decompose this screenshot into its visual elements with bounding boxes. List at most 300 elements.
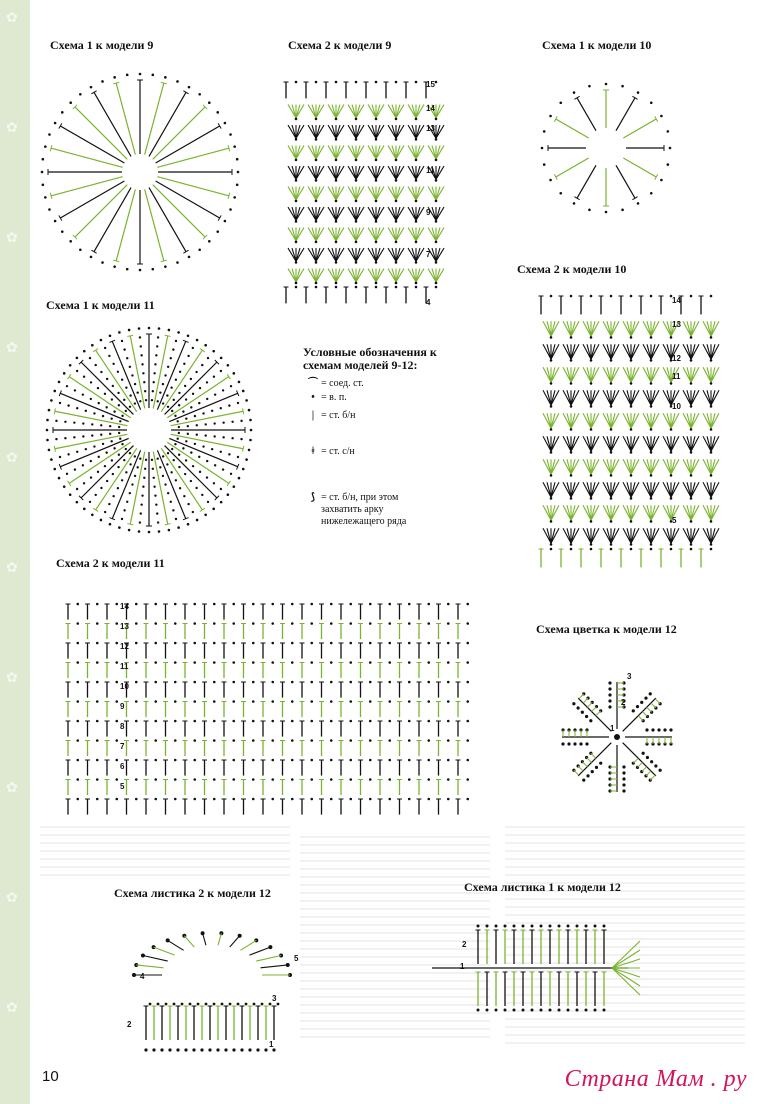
chain-stitch (610, 359, 613, 362)
chain-stitch (710, 548, 713, 551)
chain-stitch (98, 456, 100, 458)
chain-stitch (245, 458, 248, 461)
chain-stitch (605, 211, 608, 214)
chain-stitch (264, 1048, 267, 1051)
chain-stitch (121, 379, 123, 381)
chain-stitch (572, 702, 575, 705)
chain-stitch (46, 419, 49, 422)
fan-stitch (408, 166, 416, 179)
chain-stitch (375, 241, 378, 244)
row-number-label: 12 (120, 642, 129, 651)
fan-stitch (296, 269, 304, 282)
chain-stitch (232, 778, 235, 781)
fan-stitch (288, 125, 296, 138)
fan-stitch (288, 228, 296, 241)
chain-stitch (76, 451, 78, 453)
chain-stitch (82, 464, 84, 466)
radial-stitch (60, 438, 128, 466)
chain-stitch (76, 778, 79, 781)
chain-stitch (42, 158, 45, 161)
chain-stitch (135, 778, 138, 781)
radial-stitch (556, 158, 589, 177)
chain-stitch (121, 479, 123, 481)
chain-stitch (208, 101, 211, 104)
chain-stitch (291, 739, 294, 742)
chain-stitch (90, 460, 92, 462)
fan-stitch (328, 269, 336, 282)
chain-stitch (96, 778, 99, 781)
fan-stitch (571, 321, 579, 336)
chain-stitch (291, 700, 294, 703)
chain-stitch (194, 443, 196, 445)
fan-stitch (376, 125, 384, 138)
chain-stitch (177, 526, 180, 529)
fan-stitch (416, 187, 424, 200)
chain-stitch (139, 458, 141, 460)
arc-stitch (203, 933, 206, 945)
chain-stitch (213, 482, 215, 484)
chain-stitch (205, 434, 207, 436)
chain-stitch (375, 159, 378, 162)
fan-stitch (663, 413, 671, 428)
fan-stitch (671, 413, 679, 428)
row-number-label: 13 (672, 320, 681, 329)
chain-stitch (90, 381, 92, 383)
chain-stitch (657, 728, 660, 731)
fan-stitch (583, 505, 591, 520)
chain-stitch (113, 410, 115, 412)
fan-stitch (328, 207, 336, 220)
chain-stitch (427, 700, 430, 703)
fan-stitch (388, 105, 396, 118)
radial-stitch (153, 452, 167, 525)
chain-stitch (590, 451, 593, 454)
fan-stitch (611, 413, 619, 428)
chain-stitch (59, 402, 61, 404)
chain-stitch (216, 111, 219, 114)
chain-stitch (369, 661, 372, 664)
fan-stitch (623, 367, 631, 382)
fan-stitch (388, 146, 396, 159)
chain-stitch (248, 449, 251, 452)
chain-stitch (388, 603, 391, 606)
chain-stitch (173, 1003, 176, 1006)
title-leaf2-model12: Схема листика 2 к модели 12 (114, 886, 271, 900)
fan-stitch (703, 321, 711, 336)
radial-stitch (96, 448, 137, 510)
chain-stitch (213, 661, 216, 664)
chain-stitch (220, 370, 222, 372)
chain-stitch (295, 179, 298, 182)
flower-ornament-icon: ✿ (6, 561, 18, 576)
fan-stitch (683, 459, 691, 474)
chain-stitch (206, 460, 208, 462)
diagram-scheme1-model9 (41, 73, 240, 272)
chain-stitch (576, 925, 579, 928)
chain-stitch (349, 759, 352, 762)
chain-stitch (182, 410, 184, 412)
chain-stitch (375, 282, 378, 285)
fan-stitch (711, 482, 719, 497)
chain-stitch (447, 798, 450, 801)
chain-stitch (185, 398, 187, 400)
chain-stitch (90, 398, 92, 400)
chain-stitch (228, 404, 230, 406)
fan-stitch (348, 166, 356, 179)
chain-stitch (690, 474, 693, 477)
diagram-scheme2-model9 (284, 81, 445, 304)
fan-stitch (396, 125, 404, 138)
chain-stitch (252, 720, 255, 723)
chain-stitch (315, 220, 318, 223)
chain-stitch (581, 711, 584, 714)
chain-stitch (269, 1003, 272, 1006)
chain-stitch (622, 765, 625, 768)
chain-stitch (573, 202, 576, 205)
diagram-flower-model12 (561, 681, 672, 792)
chain-stitch (650, 520, 653, 523)
fan-stitch (571, 505, 579, 520)
chain-stitch (435, 138, 438, 141)
chain-stitch (83, 508, 86, 511)
chain-stitch (621, 85, 624, 88)
chain-stitch (112, 473, 114, 475)
chain-stitch (172, 509, 174, 511)
chain-stitch (388, 739, 391, 742)
chain-stitch (151, 399, 153, 401)
chain-stitch (427, 720, 430, 723)
chain-stitch (76, 603, 79, 606)
chain-stitch (654, 764, 657, 767)
fan-stitch (296, 207, 304, 220)
chain-stitch (214, 464, 216, 466)
fan-stitch (583, 390, 591, 405)
chain-stitch (395, 282, 398, 285)
fan-stitch (643, 436, 651, 451)
chain-stitch (550, 405, 553, 408)
chain-stitch (585, 1009, 588, 1012)
fan-stitch (296, 166, 304, 179)
chain-stitch (690, 359, 693, 362)
radial-stitch-cap (127, 524, 133, 525)
chain-stitch (213, 778, 216, 781)
flower-ornament-icon: ✿ (6, 781, 18, 796)
chain-stitch (76, 759, 79, 762)
fan-stitch (643, 413, 651, 428)
chain-stitch (710, 295, 713, 298)
chain-stitch (154, 622, 157, 625)
chain-stitch (156, 345, 158, 347)
chain-stitch (139, 336, 141, 338)
row-number-label: 15 (426, 80, 435, 89)
chain-stitch (175, 479, 177, 481)
chain-stitch (119, 420, 121, 422)
chain-stitch (48, 208, 51, 211)
chain-stitch (570, 497, 573, 500)
chain-stitch (185, 459, 187, 461)
chain-stitch (355, 159, 358, 162)
chain-stitch (291, 798, 294, 801)
chain-stitch (710, 359, 713, 362)
chain-stitch (610, 405, 613, 408)
fan-stitch (583, 344, 591, 359)
fan-stitch (603, 321, 611, 336)
chain-stitch (196, 519, 199, 522)
fan-stitch (571, 413, 579, 428)
chain-stitch (166, 463, 168, 465)
title-flower-model12: Схема цветка к модели 12 (536, 622, 677, 636)
fan-stitch (643, 459, 651, 474)
chain-stitch (151, 74, 154, 77)
legend-item-double-crochet: ǂ = ст. с/н (305, 446, 355, 458)
fan-stitch (368, 166, 376, 179)
radial-stitch-cap (227, 481, 230, 486)
chain-stitch (154, 739, 157, 742)
chain-stitch (134, 383, 136, 385)
chain-stitch (570, 548, 573, 551)
spike-stitch-icon: ⟆ (311, 492, 315, 503)
fan-stitch (683, 321, 691, 336)
chain-stitch (46, 439, 49, 442)
fan-stitch (376, 105, 384, 118)
chain-stitch (121, 443, 123, 445)
chain-stitch (167, 366, 169, 368)
title-scheme1-model11: Схема 1 к модели 11 (46, 298, 155, 312)
chain-stitch (154, 642, 157, 645)
fan-stitch (328, 125, 336, 138)
chain-stitch (642, 752, 645, 755)
chain-stitch (220, 407, 222, 409)
chain-stitch (349, 622, 352, 625)
chain-stitch (570, 405, 573, 408)
chain-stitch (447, 739, 450, 742)
chain-stitch (170, 471, 172, 473)
chain-stitch (310, 661, 313, 664)
chain-stitch (295, 220, 298, 223)
chain-stitch (220, 501, 223, 504)
chain-stitch (154, 700, 157, 703)
chain-stitch (388, 798, 391, 801)
chain-stitch (570, 474, 573, 477)
fan-stitch (603, 459, 611, 474)
radial-stitch (153, 107, 205, 159)
chain-stitch (115, 603, 118, 606)
fan-stitch (663, 390, 671, 405)
chain-stitch (355, 241, 358, 244)
fan-stitch (651, 482, 659, 497)
chain-stitch (240, 420, 242, 422)
chain-stitch (369, 622, 372, 625)
fan-stitch (316, 166, 324, 179)
fan-stitch (563, 413, 571, 428)
chain-stitch (659, 769, 662, 772)
chain-stitch (222, 389, 224, 391)
chain-stitch (76, 642, 79, 645)
chain-stitch (229, 1003, 232, 1006)
chain-stitch (216, 1048, 219, 1051)
chain-stitch (667, 163, 670, 166)
fan-stitch (436, 228, 444, 241)
chain-stitch (224, 122, 227, 125)
petal-stitch (655, 699, 660, 704)
chain-stitch (395, 179, 398, 182)
chain-stitch (205, 1003, 208, 1006)
chain-stitch (690, 428, 693, 431)
fan-stitch (388, 125, 396, 138)
fan-stitch (563, 505, 571, 520)
chain-stitch (155, 503, 157, 505)
chain-stitch (154, 363, 156, 365)
fan-stitch (663, 505, 671, 520)
radial-stitch (169, 393, 237, 421)
fan-stitch (368, 187, 376, 200)
chain-stitch (232, 661, 235, 664)
chain-stitch (134, 402, 136, 404)
chain-stitch (233, 372, 236, 375)
radial-stitch (157, 341, 185, 409)
row-number-label: 11 (426, 166, 435, 175)
chain-stitch (154, 798, 157, 801)
chain-stitch (233, 485, 236, 488)
chain-stitch (76, 798, 79, 801)
chain-stitch (663, 728, 666, 731)
chain-stitch (295, 159, 298, 162)
chain-stitch (435, 261, 438, 264)
chain-stitch (201, 494, 203, 496)
chain-stitch (295, 81, 298, 84)
fan-stitch (348, 207, 356, 220)
chain-stitch (408, 759, 411, 762)
row-number-label: 5 (120, 782, 125, 791)
fan-stitch (296, 248, 304, 261)
fan-stitch (316, 207, 324, 220)
chain-stitch (110, 417, 112, 419)
chain-stitch (229, 208, 232, 211)
chain-stitch (179, 371, 181, 373)
chain-stitch (139, 400, 141, 402)
chain-stitch (610, 474, 613, 477)
chain-stitch (415, 118, 418, 121)
chain-stitch (636, 705, 639, 708)
fan-stitch (711, 367, 719, 382)
chain-stitch (199, 387, 201, 389)
fan-stitch (651, 321, 659, 336)
chain-stitch (192, 1048, 195, 1051)
chain-stitch (622, 771, 625, 774)
fan-stitch (563, 459, 571, 474)
chain-stitch (100, 519, 103, 522)
chain-stitch (349, 661, 352, 664)
fan-stitch (336, 146, 344, 159)
chain-stitch (690, 382, 693, 385)
chain-stitch (271, 759, 274, 762)
fan-stitch (611, 390, 619, 405)
fan-stitch (691, 390, 699, 405)
fan-stitch (408, 125, 416, 138)
chain-stitch (369, 778, 372, 781)
chain-stitch (388, 681, 391, 684)
chain-stitch (330, 642, 333, 645)
radial-stitch (149, 188, 186, 252)
chain-stitch (123, 399, 125, 401)
chain-stitch (216, 230, 219, 233)
chain-stitch (531, 925, 534, 928)
flower-ornament-icon: ✿ (6, 121, 18, 136)
chain-stitch (630, 382, 633, 385)
chain-stitch (435, 220, 438, 223)
chain-stitch (178, 404, 180, 406)
chain-stitch (96, 681, 99, 684)
fan-stitch (388, 166, 396, 179)
chain-stitch (125, 410, 127, 412)
chain-stitch (140, 503, 142, 505)
chain-stitch (183, 495, 185, 497)
chain-stitch (126, 501, 128, 503)
fan-stitch (396, 207, 404, 220)
chain-stitch (175, 340, 177, 342)
chain-stitch (66, 385, 68, 387)
chain-stitch (408, 661, 411, 664)
chain-stitch (531, 1009, 534, 1012)
chain-stitch (369, 681, 372, 684)
chain-stitch (118, 331, 121, 334)
chain-stitch (447, 642, 450, 645)
chain-stitch (96, 759, 99, 762)
chain-stitch (44, 196, 47, 199)
chain-stitch (291, 720, 294, 723)
chain-stitch (117, 466, 119, 468)
chain-stitch (388, 759, 391, 762)
chain-stitch (213, 622, 216, 625)
fan-stitch (551, 367, 559, 382)
chain-stitch (170, 357, 172, 359)
chain-stitch (157, 521, 159, 523)
chain-stitch (504, 925, 507, 928)
chain-stitch (622, 777, 625, 780)
fan-stitch (543, 528, 551, 543)
fan-stitch (396, 228, 404, 241)
chain-stitch (415, 81, 418, 84)
chain-stitch (447, 622, 450, 625)
chain-stitch (176, 261, 179, 264)
diagram-scheme1-model11 (46, 327, 253, 534)
chain-stitch (245, 399, 248, 402)
fan-stitch (611, 528, 619, 543)
flower-ornament-icon: ✿ (6, 1001, 18, 1016)
chain-stitch (59, 456, 61, 458)
radial-stitch (75, 185, 127, 237)
radial-stitch-cap (200, 349, 205, 352)
chain-stitch (427, 642, 430, 645)
fan-stitch (376, 146, 384, 159)
fan-stitch (583, 436, 591, 451)
fan-stitch (543, 505, 551, 520)
chain-stitch (185, 417, 187, 419)
fan-stitch (388, 248, 396, 261)
row-number-label: 7 (120, 742, 125, 751)
chain-stitch (174, 739, 177, 742)
radial-stitch (171, 434, 244, 448)
chain-stitch (349, 700, 352, 703)
chain-stitch (232, 642, 235, 645)
fan-stitch (623, 390, 631, 405)
single-crochet-icon: | (311, 410, 315, 421)
row-number-label: 14 (672, 296, 681, 305)
chain-stitch (207, 501, 209, 503)
chain-stitch (102, 415, 104, 417)
chain-stitch (644, 697, 647, 700)
chain-stitch (291, 603, 294, 606)
